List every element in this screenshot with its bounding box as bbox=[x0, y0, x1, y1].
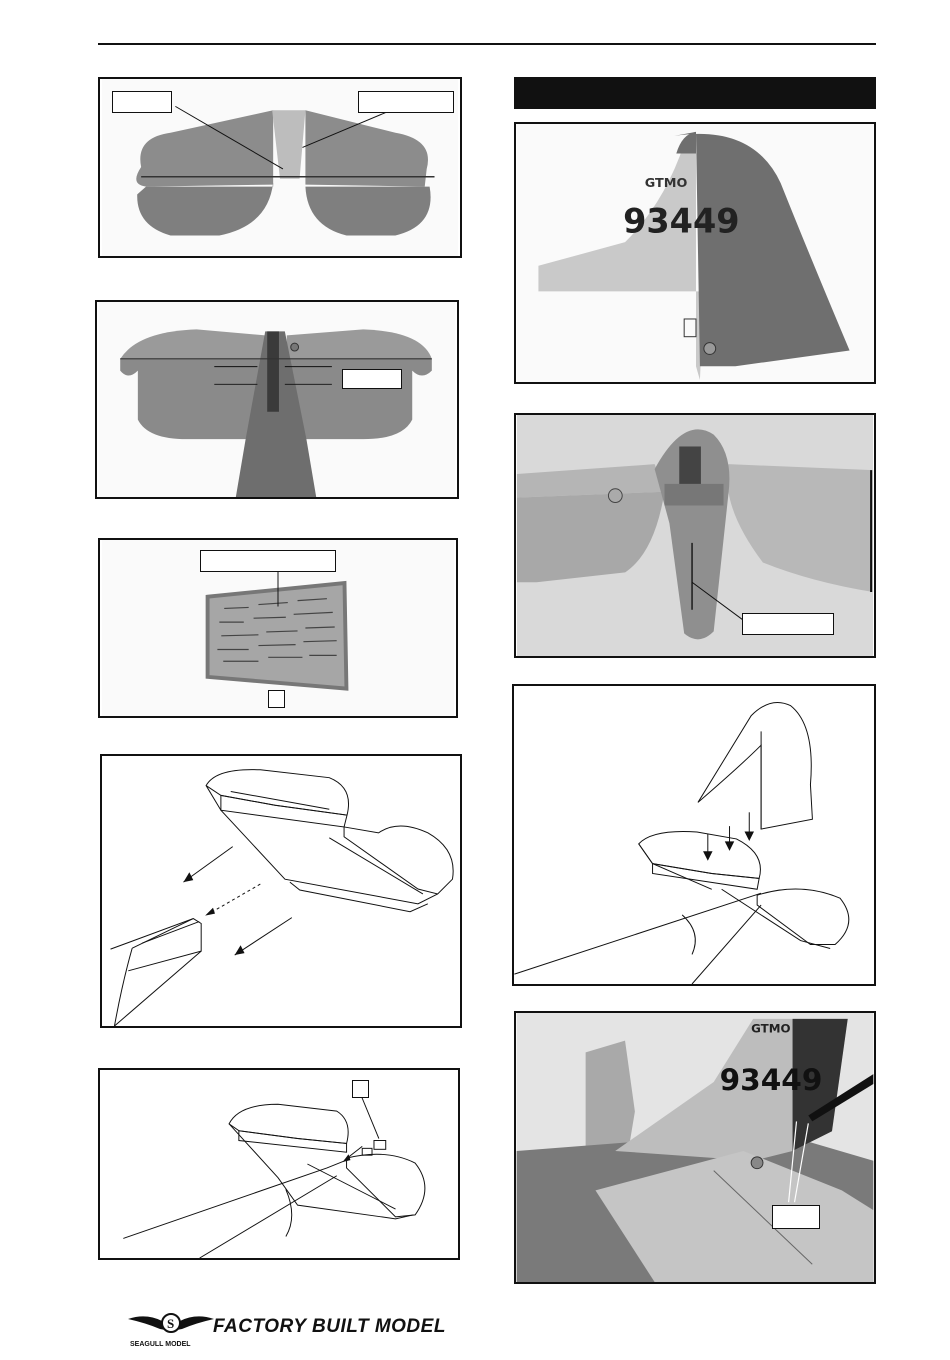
fin-photo-illustration bbox=[516, 124, 874, 382]
figure-stabilizer-top bbox=[98, 77, 462, 258]
callout-label bbox=[342, 369, 402, 389]
section-header-bar bbox=[514, 77, 876, 109]
fin-code-text-2: GTMO bbox=[751, 1021, 791, 1036]
figure-covering-panel bbox=[98, 538, 458, 718]
brand-small-text: SEAGULL MODEL bbox=[130, 1341, 191, 1348]
header-rule bbox=[98, 43, 876, 45]
fin-glue-illustration bbox=[516, 1013, 874, 1282]
stabilizer-insert-illustration bbox=[102, 756, 460, 1026]
fin-number-text: 93449 bbox=[623, 201, 740, 241]
figure-fin-slot-photo bbox=[514, 413, 876, 658]
seagull-logo bbox=[126, 1305, 216, 1345]
part-number-box bbox=[352, 1080, 369, 1098]
callout-label bbox=[200, 550, 336, 572]
stabilizer-block-illustration bbox=[100, 1070, 458, 1258]
callout-label bbox=[772, 1205, 820, 1229]
fin-code-text: GTMO bbox=[644, 176, 688, 192]
callout-label-right bbox=[358, 91, 454, 113]
figure-fin-glue-photo bbox=[514, 1011, 876, 1284]
fin-insert-illustration bbox=[514, 686, 874, 984]
footer-tagline: FACTORY BUILT MODEL bbox=[213, 1316, 446, 1337]
figure-stabilizer-block-diagram bbox=[98, 1068, 460, 1260]
figure-stabilizer-slot bbox=[95, 300, 459, 499]
figure-fin-photo bbox=[514, 122, 876, 384]
fin-number-text-2: 93449 bbox=[719, 1062, 823, 1097]
stabilizer-slot-illustration bbox=[97, 302, 457, 497]
figure-stabilizer-insert-diagram bbox=[100, 754, 462, 1028]
part-number-box bbox=[268, 690, 285, 708]
logo-letter: S bbox=[167, 1316, 175, 1331]
callout-label bbox=[742, 613, 834, 635]
callout-label-left bbox=[112, 91, 172, 113]
seagull-wings-icon bbox=[126, 1305, 216, 1345]
figure-fin-insert-diagram bbox=[512, 684, 876, 986]
